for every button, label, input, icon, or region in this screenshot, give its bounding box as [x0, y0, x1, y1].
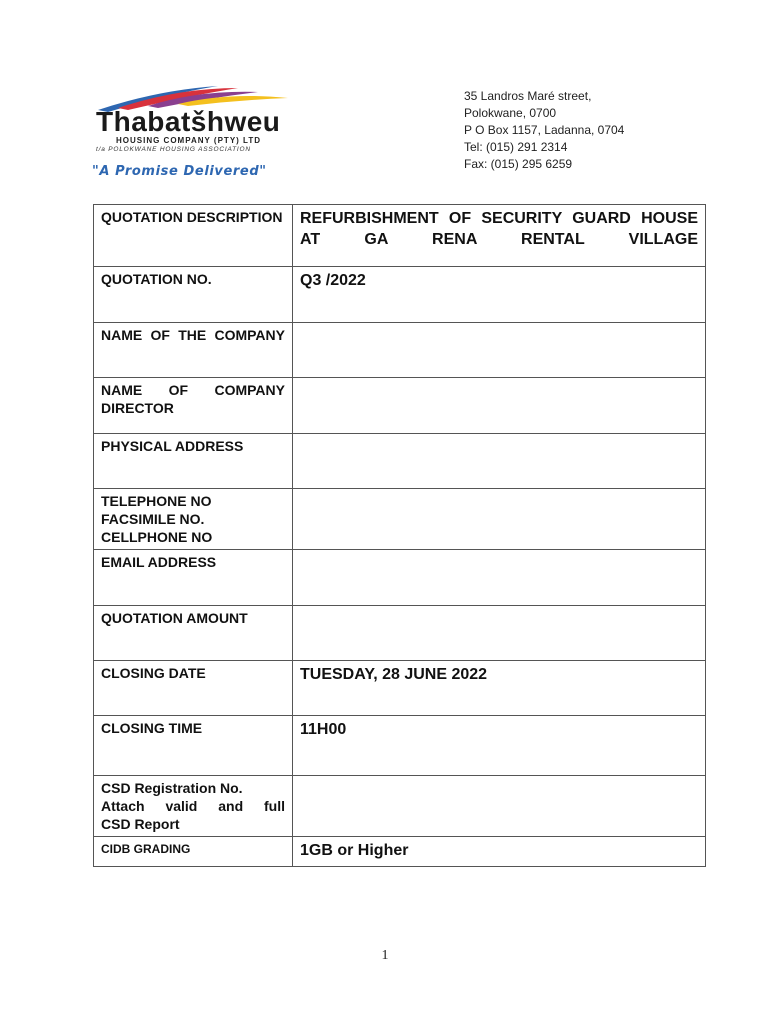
company-name-label: NAME OF THE COMPANY	[94, 323, 293, 378]
company-logo	[88, 84, 318, 184]
company-address	[464, 88, 624, 173]
logo-tagline: "A Promise Delivered"	[92, 164, 267, 179]
physical-address-label: PHYSICAL ADDRESS	[94, 434, 293, 489]
row-csd-registration	[94, 776, 706, 837]
address-po-box: P O Box 1157, Ladanna, 0704	[464, 123, 625, 137]
company-director-field[interactable]	[293, 378, 706, 434]
row-quotation-description	[94, 205, 706, 267]
address-street: 35 Landros Maré street,	[464, 89, 592, 103]
logo-name: Thabatšhweu	[96, 106, 281, 137]
contact-numbers-field[interactable]	[293, 489, 706, 550]
cellphone-label: CELLPHONE NO	[101, 529, 213, 545]
row-company-name	[94, 323, 706, 378]
row-cidb-grading	[94, 837, 706, 867]
csd-label-line2: Attach valid and full	[101, 798, 285, 814]
quotation-no-value: Q3 /2022	[293, 267, 706, 323]
company-name-field[interactable]	[293, 323, 706, 378]
contact-numbers-label	[94, 489, 293, 550]
csd-label-line3: CSD Report	[101, 816, 180, 832]
csd-label-line1: CSD Registration No.	[101, 780, 243, 796]
email-address-label: EMAIL ADDRESS	[94, 550, 293, 606]
closing-time-label: CLOSING TIME	[94, 716, 293, 776]
company-director-label: NAME OF COMPANY DIRECTOR	[94, 378, 293, 434]
quotation-amount-label: QUOTATION AMOUNT	[94, 606, 293, 661]
row-contact-numbers	[94, 489, 706, 550]
row-quotation-amount	[94, 606, 706, 661]
row-closing-date	[94, 661, 706, 716]
row-closing-time	[94, 716, 706, 776]
address-telephone: Tel: (015) 291 2314	[464, 140, 568, 154]
quotation-no-label: QUOTATION NO.	[94, 267, 293, 323]
email-address-field[interactable]	[293, 550, 706, 606]
logo-subtitle: HOUSING COMPANY (PTY) LTD	[116, 136, 261, 145]
address-city: Polokwane, 0700	[464, 106, 557, 120]
closing-date-value: TUESDAY, 28 JUNE 2022	[293, 661, 706, 716]
csd-registration-field[interactable]	[293, 776, 706, 837]
quotation-description-label: QUOTATION DESCRIPTION	[94, 205, 293, 267]
row-quotation-no	[94, 267, 706, 323]
logo-subtitle-association: t/a POLOKWANE HOUSING ASSOCIATION	[96, 146, 251, 153]
cidb-grading-value: 1GB or Higher	[293, 837, 706, 867]
physical-address-field[interactable]	[293, 434, 706, 489]
page-number: 1	[381, 948, 389, 963]
facsimile-label: FACSIMILE NO.	[101, 511, 205, 527]
quotation-amount-field[interactable]	[293, 606, 706, 661]
closing-time-value: 11H00	[293, 716, 706, 776]
closing-date-label: CLOSING DATE	[94, 661, 293, 716]
csd-registration-label	[94, 776, 293, 837]
row-physical-address	[94, 434, 706, 489]
row-company-director	[94, 378, 706, 434]
row-email-address	[94, 550, 706, 606]
address-fax: Fax: (015) 295 6259	[464, 157, 573, 171]
cidb-grading-label: CIDB GRADING	[94, 837, 293, 867]
quotation-description-value: REFURBISHMENT OF SECURITY GUARD HOUSE AT GA RENA RENTAL VILLAGE	[293, 205, 706, 267]
telephone-label: TELEPHONE NO	[101, 493, 212, 509]
quotation-form-table	[93, 204, 706, 867]
